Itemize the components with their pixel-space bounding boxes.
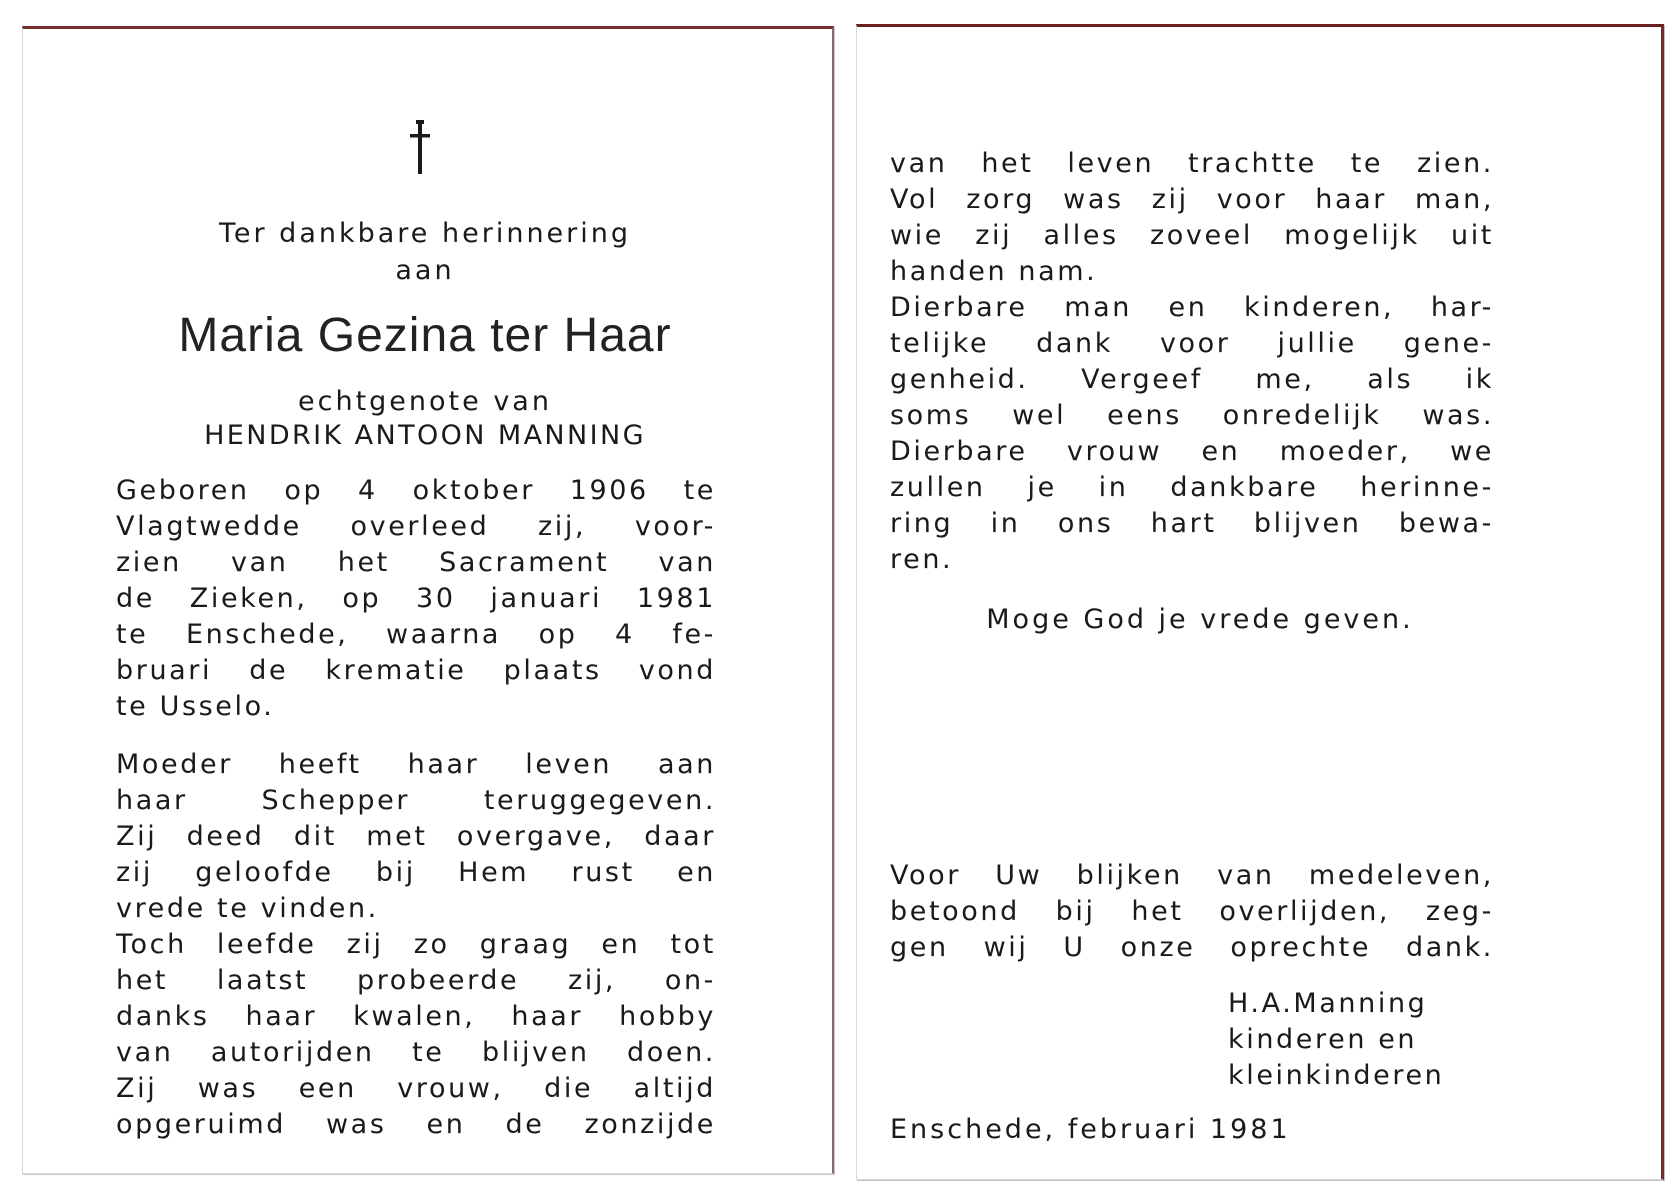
thanks-paragraph [890,858,1494,966]
text-line: Toch leefde zij zo graag en tot [116,929,716,960]
text-line: soms wel eens onredelijk was. [890,400,1494,431]
heading-line-2: aan [395,255,455,286]
signature-line: H.A.Manning [1228,988,1428,1019]
memorial-paragraph [116,747,716,1143]
continuation-paragraph [890,146,1494,578]
spouse-name: HENDRIK ANTOON MANNING [204,420,646,451]
text-line: haar Schepper teruggegeven. [116,785,716,816]
blessing: Moge God je vrede geven. [986,604,1414,635]
text-line: Dierbare man en kinderen, har- [890,292,1494,323]
text-line: genheid. Vergeef me, als ik [890,364,1494,395]
text-line: Geboren op 4 oktober 1906 te [116,475,716,506]
text-line: gen wij U onze oprechte dank. [890,932,1494,963]
spouse-intro: echtgenote van [298,386,552,417]
cross-icon [405,120,435,176]
text-line: van autorijden te blijven doen. [116,1037,716,1068]
biography-paragraph [116,473,716,725]
place-date: Enschede, februari 1981 [890,1114,1291,1145]
text-line: te Usselo. [116,691,275,722]
text-line: Voor Uw blijken van medeleven, [890,860,1494,891]
text-line: Vol zorg was zij voor haar man, [890,184,1494,215]
text-line: zij geloofde bij Hem rust en [116,857,716,888]
text-line: wie zij alles zoveel mogelijk uit [890,220,1494,251]
text-line: Zij was een vrouw, die altijd [116,1073,716,1104]
text-line: ring in ons hart blijven bewa- [890,508,1494,539]
signature-block [1228,986,1508,1094]
heading-line-1: Ter dankbare herinnering [218,218,632,249]
text-line: zullen je in dankbare herinne- [890,472,1494,503]
deceased-name: Maria Gezina ter Haar [178,309,672,362]
text-line: te Enschede, waarna op 4 fe- [116,619,716,650]
text-line: vrede te vinden. [116,893,379,924]
signature-line: kinderen en [1228,1024,1418,1055]
text-line: handen nam. [890,256,1098,287]
text-line: de Zieken, op 30 januari 1981 [116,583,716,614]
text-line: opgeruimd was en de zonzijde [116,1109,716,1140]
text-line: danks haar kwalen, haar hobby [116,1001,716,1032]
text-line: Zij deed dit met overgave, daar [116,821,716,852]
text-line: Vlagtwedde overleed zij, voor- [116,511,716,542]
signature-line: kleinkinderen [1228,1060,1445,1091]
text-line: Dierbare vrouw en moeder, we [890,436,1494,467]
text-line: zien van het Sacrament van [116,547,716,578]
text-line: Moeder heeft haar leven aan [116,749,716,780]
text-line: bruari de krematie plaats vond [116,655,716,686]
text-line: telijke dank voor jullie gene- [890,328,1494,359]
text-line: van het leven trachtte te zien. [890,148,1494,179]
text-line: het laatst probeerde zij, on- [116,965,716,996]
text-line: ren. [890,544,954,575]
text-line: betoond bij het overlijden, zeg- [890,896,1494,927]
